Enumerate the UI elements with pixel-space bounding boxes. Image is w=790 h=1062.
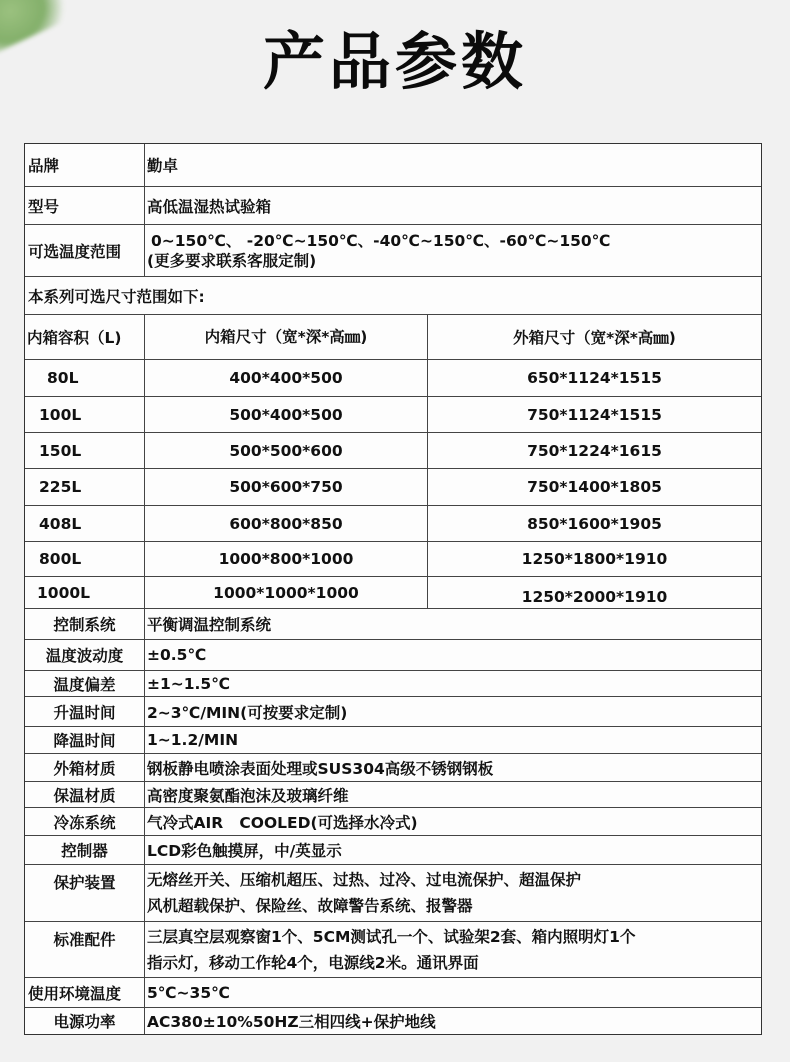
size-inner: 500*400*500 [145, 397, 428, 432]
spec-label: 型号 [25, 187, 145, 224]
spec-value: AC380±10%50HZ三相四线+保护地线 [147, 1013, 436, 1031]
size-section-title-row [25, 277, 761, 315]
spec-value: 勤卓 [147, 157, 179, 175]
spec-value-line: 风机超载保护、保险丝、故障警告系统、报警器 [147, 897, 473, 915]
size-outer: 750*1124*1515 [527, 405, 662, 424]
size-inner: 1000*800*1000 [145, 542, 428, 576]
spec-row-ambient-temp [25, 978, 761, 1008]
spec-value-line: 0~150℃、 -20℃~150℃、-40℃~150℃、-60℃~150℃ [151, 231, 611, 250]
size-header-volume: 内箱容积（L) [25, 315, 145, 359]
spec-label: 电源功率 [25, 1008, 145, 1034]
spec-value: 5℃~35℃ [147, 983, 230, 1002]
spec-value: 平衡调温控制系统 [147, 616, 272, 634]
spec-value-text: 气冷式AIR COOLED(可选择水冷式) [147, 813, 418, 832]
spec-value [145, 225, 761, 276]
size-volume: 800L [25, 542, 145, 576]
spec-label: 温度波动度 [25, 640, 145, 670]
spec-row-brand [25, 144, 761, 187]
spec-value: ±0.5℃ [147, 646, 207, 664]
size-row [25, 397, 761, 433]
size-row [25, 542, 761, 577]
size-volume: 80L [25, 360, 145, 396]
spec-row-accessories [25, 922, 761, 978]
spec-value-line: 指示灯，移动工作轮4个，电源线2米。通讯界面 [147, 953, 479, 972]
spec-row-model [25, 187, 761, 225]
spec-label: 冷冻系统 [25, 808, 145, 835]
size-inner: 400*400*500 [145, 360, 428, 396]
size-inner: 500*500*600 [145, 433, 428, 468]
spec-label: 控制系统 [25, 609, 145, 639]
size-outer: 750*1224*1615 [527, 441, 662, 460]
spec-row-refrigeration [25, 808, 761, 836]
spec-label: 温度偏差 [25, 671, 145, 696]
size-section-title: 本系列可选尺寸范围如下: [28, 287, 205, 306]
spec-label: 使用环境温度 [25, 978, 145, 1007]
spec-value [145, 865, 761, 921]
spec-label: 标准配件 [25, 922, 145, 977]
size-volume: 150L [25, 433, 145, 468]
spec-value [145, 808, 761, 835]
size-header-inner: 内箱尺寸（宽*深*高㎜) [145, 315, 428, 359]
spec-row-cooling-time [25, 727, 761, 754]
size-table-header [25, 315, 761, 360]
spec-value: 钢板静电喷涂表面处理或SUS304高级不锈钢钢板 [147, 759, 494, 778]
size-inner: 600*800*850 [145, 506, 428, 541]
size-outer: 750*1400*1805 [527, 478, 662, 496]
spec-value-line: 三层真空层观察窗1个、5CM测试孔一个、试验架2套、箱内照明灯1个 [147, 927, 636, 946]
spec-value: 高低温湿热试验箱 [147, 197, 272, 216]
spec-value: 2~3℃/MIN(可按要求定制) [147, 703, 348, 722]
spec-label: 保护装置 [25, 865, 145, 921]
spec-row-heating-time [25, 697, 761, 727]
size-inner: 1000*1000*1000 [145, 577, 428, 608]
size-volume: 408L [25, 506, 145, 541]
spec-label: 控制器 [25, 836, 145, 864]
spec-value [145, 922, 761, 977]
size-outer: 850*1600*1905 [527, 514, 662, 533]
spec-value: 1~1.2/MIN [147, 731, 239, 749]
spec-value: 高密度聚氨酯泡沫及玻璃纤维 [147, 786, 349, 805]
size-volume: 100L [25, 397, 145, 432]
size-volume: 225L [25, 469, 145, 505]
spec-value-line: (更多要求联系客服定制) [147, 251, 317, 270]
spec-row-protection [25, 865, 761, 922]
spec-row-insulation [25, 782, 761, 808]
spec-row-controller [25, 836, 761, 865]
spec-sheet [24, 143, 762, 1035]
page-title: 产品参数 [262, 25, 527, 98]
size-volume: 1000L [25, 577, 145, 608]
spec-row-deviation [25, 671, 761, 697]
spec-row-temp-range [25, 225, 761, 277]
spec-label: 可选温度范围 [25, 225, 145, 276]
size-row [25, 433, 761, 469]
spec-label: 品牌 [25, 144, 145, 186]
size-row [25, 506, 761, 542]
size-outer: 650*1124*1515 [527, 369, 662, 387]
spec-label: 升温时间 [25, 697, 145, 726]
size-outer: 1250*1800*1910 [521, 550, 668, 568]
spec-row-power [25, 1008, 761, 1034]
spec-label: 外箱材质 [25, 754, 145, 781]
size-outer: 1250*2000*1910 [521, 588, 668, 606]
size-header-outer: 外箱尺寸（宽*深*高㎜) [513, 329, 676, 347]
spec-value-line: 无熔丝开关、压缩机超压、过热、过冷、过电流保护、超温保护 [147, 871, 582, 889]
size-inner: 500*600*750 [145, 469, 428, 505]
size-row [25, 360, 761, 397]
size-row [25, 469, 761, 506]
size-row [25, 577, 761, 609]
spec-value: ±1~1.5℃ [147, 674, 230, 693]
spec-row-control-system [25, 609, 761, 640]
spec-row-outer-material [25, 754, 761, 782]
spec-label: 保温材质 [25, 782, 145, 807]
spec-value: LCD彩色触摸屏，中/英显示 [147, 842, 342, 860]
spec-row-fluctuation [25, 640, 761, 671]
spec-label: 降温时间 [25, 727, 145, 753]
